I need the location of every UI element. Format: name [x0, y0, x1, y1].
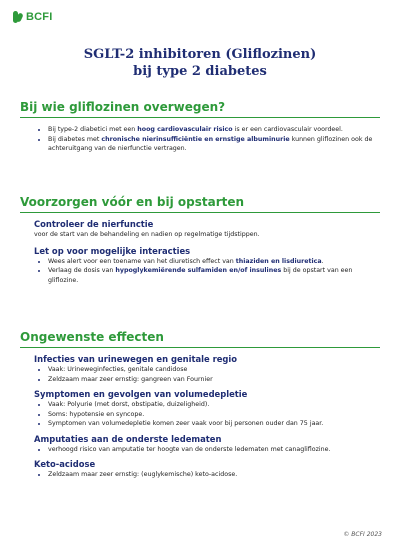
title-line-1: SGLT-2 inhibitoren (Gliflozinen): [83, 47, 317, 62]
bullet-list: [34, 365, 376, 384]
bcfi-logo-icon: [12, 10, 24, 24]
list-item: • Symptomen van volumedepletie komen zeer vaak voor bij personen ouder dan 75 jaar.: [48, 419, 376, 429]
section-heading: Bij wie gliflozinen overwegen?: [20, 100, 380, 118]
section-body: [20, 118, 380, 154]
list-item: • Zeldzaam maar zeer ernstig: (euglykemische) keto-acidose.: [48, 470, 376, 480]
list-item: • Vaak: Urineweginfecties, genitale candidose: [48, 365, 376, 375]
list-item: • Vaak: Polyurie (met dorst, obstipatie, duizeligheid).: [48, 400, 376, 410]
list-item: • Verlaag de dosis van hypoglykemiërende sulfamiden en/of insulines bij de opstart van een gliflozine.: [48, 266, 376, 285]
bcfi-logo-text: BCFI: [26, 11, 53, 23]
section-heading: Ongewenste effecten: [20, 330, 380, 348]
section-bij-wie: [20, 100, 380, 154]
subheading: Let op voor mogelijke interacties: [34, 245, 191, 256]
subheading: Symptomen en gevolgen van volumedepletie: [34, 389, 248, 399]
subheading: Amputaties aan de onderste ledematen: [34, 433, 222, 444]
subheading: Infecties van urinewegen en genitale regio: [34, 354, 238, 364]
document-title: [0, 46, 400, 80]
title-line-2: bij type 2 diabetes: [133, 64, 267, 79]
list-item: • Bij diabetes met chronische nierinsufficiëntie en ernstige albuminurie kunnen gliflozinen ook de achteruitgang van de nierfunctie vertragen.: [48, 135, 376, 154]
section-heading: Voorzorgen vóór en bij opstarten: [20, 195, 380, 213]
section-body: [20, 348, 380, 480]
subheading: Controleer de nierfunctie: [34, 219, 154, 229]
list-item: • Soms: hypotensie en syncope.: [48, 410, 376, 420]
bullet-list: [34, 400, 376, 429]
section-body: [20, 213, 380, 285]
subheading: Keto-acidose: [34, 459, 96, 469]
copyright-footer: © BCFI 2023: [343, 531, 382, 538]
list-item: • verhoogd risico van amputatie ter hoogte van de onderste ledematen met canagliflozine.: [48, 445, 376, 455]
list-item: • Zeldzaam maar zeer ernstig: gangreen van Fournier: [48, 375, 376, 385]
bullet-list: [34, 470, 376, 480]
bullet-list: [34, 445, 376, 455]
bullet-list: [34, 257, 376, 286]
bullet-list: [34, 125, 376, 154]
section-voorzorgen: [20, 195, 380, 285]
section-ongewenste-effecten: [20, 330, 380, 480]
list-item: • Wees alert voor een toename van het diuretisch effect van thiaziden en lisdiuretica.: [48, 257, 376, 267]
bcfi-logo: [12, 10, 52, 24]
list-item: • Bij type-2 diabetici met een hoog cardiovasculair risico is er een cardiovasculair voordeel.: [48, 125, 376, 135]
paragraph: voor de start van de behandeling en nadien op regelmatige tijdstippen.: [34, 231, 260, 238]
